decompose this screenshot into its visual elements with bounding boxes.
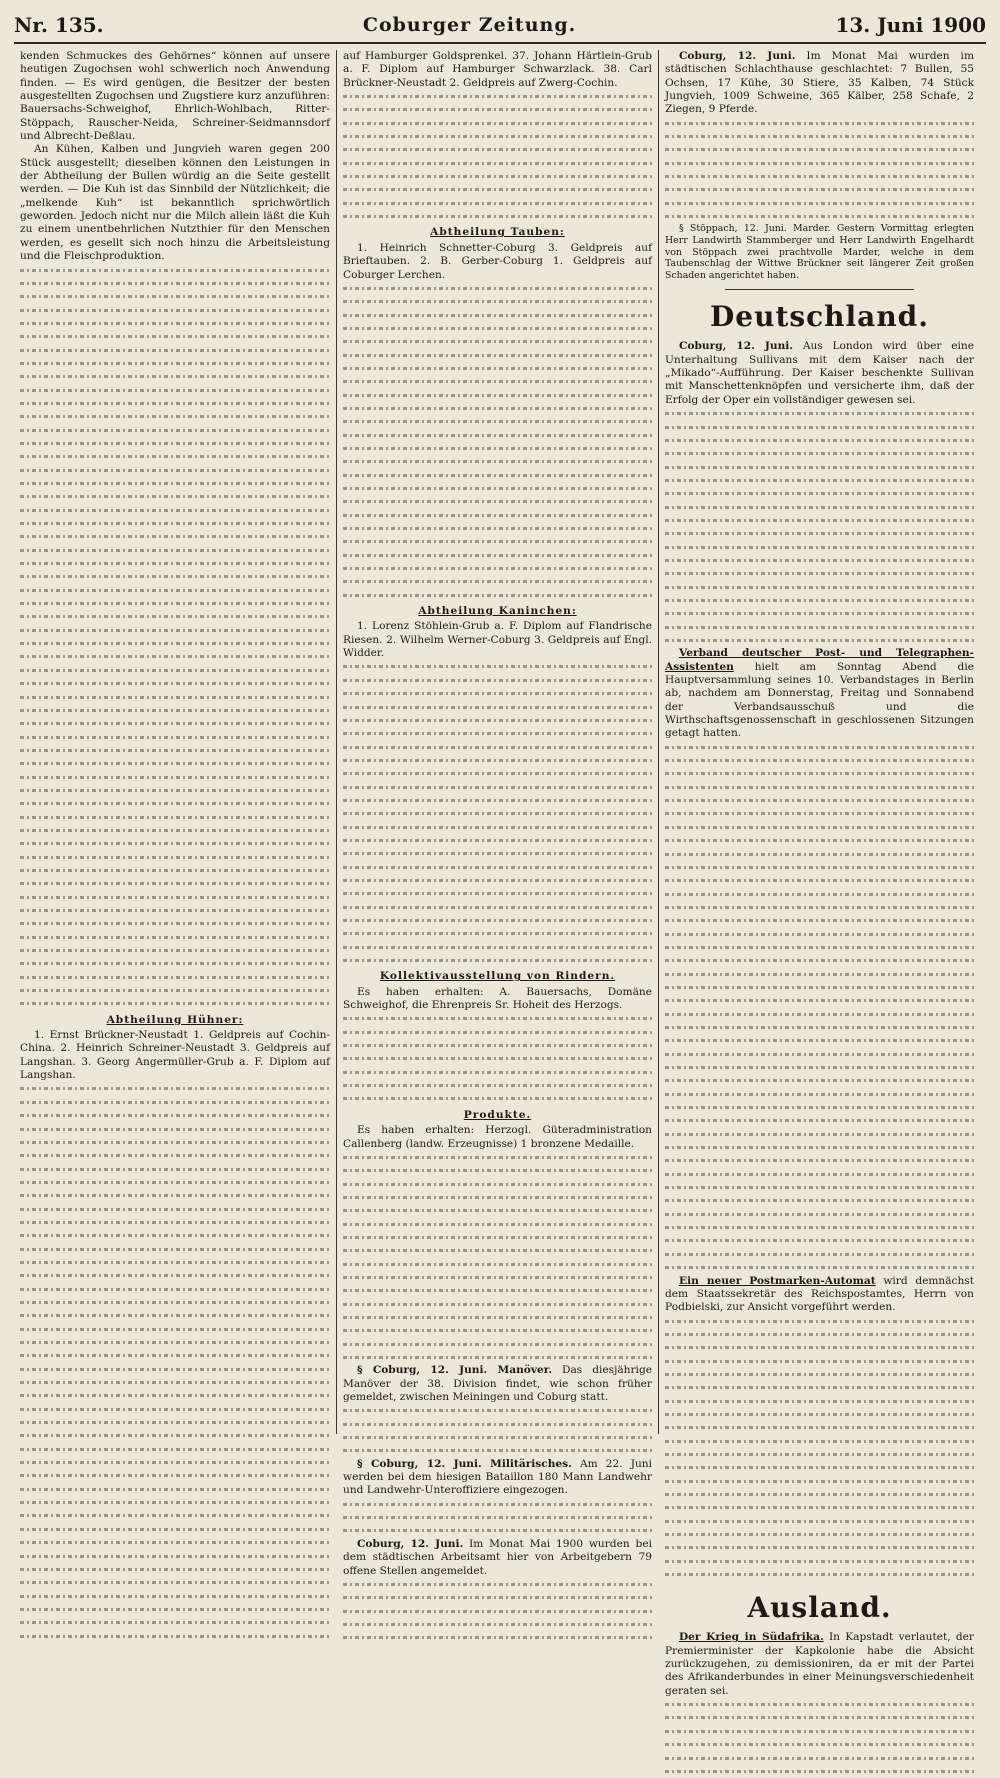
- section-title-deutschland: Deutschland.: [709, 300, 930, 334]
- news-text: Im Monat Mai wurden im städtischen Schlachthause geschlachtet: 7 Bullen, 55 Ochsen, 17 Kühe, 30 Stiere, 35 Kalben, 74 Stück Jungvieh, 1009 Schweine, 365 Kälber, 258 Schafe, 2 Ziegen, 9 Pferde.: [665, 50, 974, 116]
- section-heading: Abtheilung Hühner:: [106, 1013, 244, 1026]
- section-heading: Abtheilung Kaninchen:: [418, 605, 577, 618]
- issue-number: Nr. 135.: [14, 13, 104, 37]
- news-text: Am 22. Juni werden bei dem hiesigen Bataillon 180 Mann Landwehr und Landwehr-Unteroffiziere eingezogen.: [343, 1457, 652, 1497]
- news-item: [343, 1538, 652, 1578]
- continued-text: [343, 1498, 652, 1538]
- section-title-ausland: Ausland.: [747, 1591, 892, 1625]
- divider: [725, 289, 914, 290]
- continued-text: [343, 90, 652, 223]
- news-item: [665, 1275, 974, 1315]
- section-heading: Kollektivausstellung von Rindern.: [379, 970, 616, 983]
- article-paragraph: Es haben erhalten: Herzogl. Güteradministration Callenberg (landw. Erzeugnisse) 1 bronzene Medaille.: [343, 1124, 652, 1150]
- news-heading: § Coburg, 12. Juni. Manöver.: [357, 1364, 553, 1377]
- article-paragraph: 1. Lorenz Stöhlein-Grub a. F. Diplom auf Flandrische Riesen. 2. Wilhelm Werner-Coburg 3. Geldpreis auf Engl. Widder.: [343, 620, 652, 660]
- continued-text: [20, 264, 330, 1011]
- news-text: Das diesjährige Manöver der 38. Division findet, wie schon früher gemeldet, zwischen Meiningen und Coburg statt.: [343, 1364, 653, 1404]
- section-heading: Abtheilung Tauben:: [430, 226, 565, 239]
- article-paragraph: An Kühen, Kalben und Jungvieh waren gegen 200 Stück ausgestellt; dieselben können den Leistungen in der Abtheilung der Bullen würdig an die Seite gestellt werden. — Die Kuh ist das Sinnbild der Nützlichkeit; die „melkende Kuh“ ist bekanntlich sprichwörtlich geworden. Jedoch nicht nur die Milch allein läßt die Kuh zu einem unentbehrlichen Nutzthier für den Menschen werden, es gesellt sich noch hinzu die Arbeitsleistung und die Fleischproduktion.: [20, 143, 330, 263]
- article-paragraph: auf Hamburger Goldsprenkel. 37. Johann Härtlein-Grub a. F. Diplom auf Hamburger Schwarzlack. 38. Carl Brückner-Neustadt 2. Geldpreis auf Zwerg-Cochin.: [343, 50, 652, 89]
- news-text: Aus London wird über eine Unterhaltung Sullivans mit dem Kaiser nach der „Mikado“-Aufführung. Der Kaiser beschenkte Sullivan mit Manschettenknöpfen und versicherte ihm, daß der Erfolg der Oper ein vollständiger gewesen sei.: [665, 340, 974, 406]
- continued-text: [343, 660, 652, 967]
- continued-text: [20, 1082, 330, 1642]
- continued-text: [665, 117, 974, 224]
- article-paragraph: 1. Ernst Brückner-Neustadt 1. Geldpreis auf Cochin-China. 2. Heinrich Schreiner-Neustadt 3. Geldpreis auf Langshan. 3. Georg Angermüller-Grub a. F. Diplom auf Langshan.: [20, 1029, 330, 1082]
- news-text: wird demnächst dem Staatssekretär des Reichspostamtes, Herrn von Podbielski, zur Ansicht vorgeführt werden.: [665, 1274, 974, 1314]
- news-item: [343, 1458, 652, 1498]
- columns: [14, 50, 986, 1697]
- continued-text: [343, 1578, 652, 1645]
- news-heading: Ein neuer Postmarken-Automat: [679, 1274, 876, 1287]
- news-item: § Stöppach, 12. Juni. Marder. Gestern Vormittag erlegten Herr Landwirth Stammberger und Herr Landwirth Engelhardt von Stöppach zwei prachtvolle Marder, welche in dem Taubenschlag der Wittwe Brückner seit längerer Zeit großen Schaden angerichtet haben.: [665, 223, 974, 281]
- section-heading: Produkte.: [463, 1108, 532, 1121]
- news-item: [665, 50, 974, 117]
- news-heading: Der Krieg in Südafrika.: [679, 1631, 824, 1644]
- continued-text: [343, 282, 652, 602]
- news-heading: Coburg, 12. Juni.: [679, 50, 796, 62]
- news-item: [665, 1631, 974, 1698]
- continued-text: [665, 407, 974, 647]
- column-2: [336, 50, 658, 1577]
- article-paragraph: 1. Heinrich Schnetter-Coburg 3. Geldpreis auf Brieftauben. 2. B. Gerber-Coburg 1. Geldpreis auf Coburger Lerchen.: [343, 241, 652, 281]
- continued-text: [665, 1315, 974, 1582]
- news-item: [665, 647, 974, 740]
- continued-text: [665, 1698, 974, 1778]
- news-item: [343, 1364, 652, 1404]
- news-heading: Coburg, 12. Juni.: [679, 340, 794, 353]
- column-3: [658, 50, 980, 1697]
- masthead: [14, 8, 986, 44]
- news-text: hielt am Sonntag Abend die Hauptversammlung seines 10. Verbandstages in Berlin ab, nachdem am Donnerstag, Freitag und Sonnabend der Verbandsausschuß und die Wirthschaftsgenossenschaft in geschlossenen Sitzungen getagt hatten.: [665, 660, 974, 740]
- news-heading: Coburg, 12. Juni.: [357, 1537, 464, 1550]
- news-heading: § Coburg, 12. Juni. Militärisches.: [357, 1457, 572, 1470]
- article-paragraph: Es haben erhalten: A. Bauersachs, Domäne Schweighof, die Ehrenpreis Sr. Hoheit des Herzogs.: [343, 985, 652, 1012]
- continued-text: [665, 741, 974, 1275]
- news-item: [665, 340, 974, 407]
- news-text: Im Monat Mai 1900 wurden bei dem städtischen Arbeitsamt hier von Arbeitgebern 79 offene Stellen angemeldet.: [343, 1537, 652, 1577]
- issue-date: 13. Juni 1900: [835, 13, 986, 37]
- continued-text: [343, 1012, 652, 1105]
- continued-text: [343, 1404, 652, 1457]
- continued-text: [343, 1151, 652, 1365]
- column-1: [14, 50, 336, 1434]
- news-text: In Kapstadt verlautet, der Premierminister der Kapkolonie habe die Absicht zurückzugehen, zu demissioniren, da er mit der Partei des Afrikanderbundes in einer Meinungsverschiedenheit geraten sei.: [665, 1631, 974, 1697]
- article-paragraph: kenden Schmuckes des Gehörnes“ können auf unsere heutigen Zugochsen wohl schwerlich noch Anwendung finden. — Es wird genügen, die Besitzer der besten ausgestellten Zugochsen und Zugstiere kurz anzuführen: Bauersachs-Schweighof, Ehrlich-Wohlbach, Ritter-Stöppach, Rauscher-Neida, Schreiner-Seidmannsdorf und Albrecht-Deßlau.: [20, 50, 330, 143]
- newspaper-title: Coburger Zeitung.: [362, 14, 577, 36]
- news-heading: Verband deutscher Post- und Telegraphen-Assistenten: [665, 647, 974, 673]
